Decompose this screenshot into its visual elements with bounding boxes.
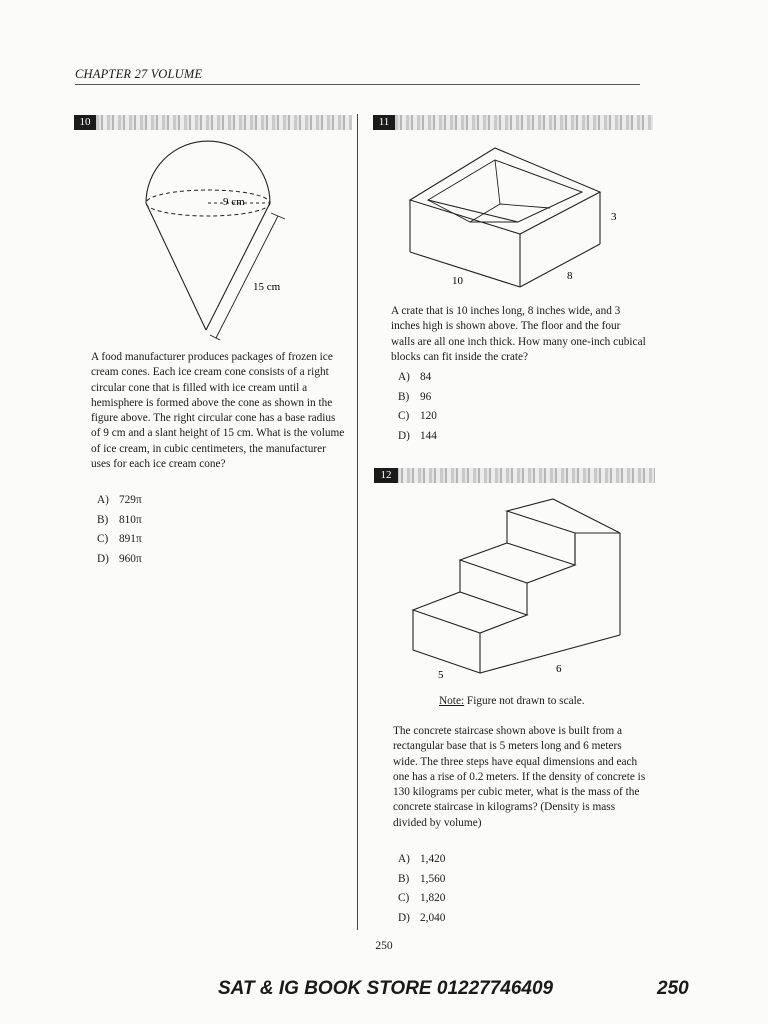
choice-letter: C) [97,533,109,545]
choice-d[interactable] [398,427,437,447]
cone-right-edge [206,203,270,330]
question-bar-11 [373,115,653,130]
cone-left-edge [146,203,206,330]
staircase-length-label: 5 [438,669,444,680]
question-bar-10 [74,115,352,130]
choice-a[interactable] [398,850,445,870]
choice-letter: B) [97,513,109,526]
question-number-12: 12 [374,468,398,483]
choice-text: 960π [119,552,142,565]
choice-letter: A) [398,371,410,383]
question-11-choices [398,368,437,446]
choice-b[interactable] [97,511,142,531]
choice-b[interactable] [398,388,437,408]
page-number: 250 [375,940,393,952]
choice-letter: D) [398,429,410,442]
note-label: Note: [439,695,465,707]
choice-a[interactable] [97,491,142,511]
choice-letter: B) [398,872,410,885]
slant-label: 15 cm [253,281,281,293]
note-text: Figure not drawn to scale. [464,695,585,707]
question-12-choices [398,850,445,928]
choice-text: 144 [420,429,437,442]
footer-page-number: 250 [657,978,689,999]
question-10-choices [97,491,142,569]
choice-letter: C) [398,892,410,904]
step-1-top [413,592,527,633]
slant-tick-top [271,213,285,219]
choice-c[interactable] [97,530,142,550]
question-12-text: The concrete staircase shown above is built from a rectangular base that is 5 meters long and 6 meters wide. The three steps have equal dimensions and each one has a rise of 0.2 meters. If the density of concrete is 130 kilograms per cubic meter, what is the mass of the concrete staircase in kilograms? (Density is mass divided by volume) [393,725,646,829]
question-11-text: A crate that is 10 inches long, 8 inches wide, and 3 inches high is shown above. The floor and the four walls are all one inch thick. How many one-inch cubical blocks can fit inside the crate? [391,305,646,363]
step-2-top [460,543,575,583]
slant-dimension-line [216,216,278,338]
choice-d[interactable] [398,909,445,929]
staircase-width-label: 6 [556,663,562,675]
choice-c[interactable] [398,407,437,427]
choice-letter: A) [398,853,410,865]
choice-text: 891π [119,533,142,545]
question-number-10: 10 [74,115,96,130]
choice-text: 2,040 [420,911,446,924]
choice-text: 120 [420,410,437,422]
choice-text: 1,820 [420,892,446,904]
choice-text: 96 [420,390,432,403]
choice-text: 729π [119,494,142,506]
slant-tick-bottom [210,335,222,340]
choice-letter: C) [398,410,410,422]
choice-text: 84 [420,371,432,383]
choice-a[interactable] [398,368,437,388]
question-bar-12 [374,468,655,483]
choice-text: 1,420 [420,853,446,865]
column-divider [357,114,358,930]
choice-letter: D) [398,911,410,924]
header-rule [75,84,640,85]
choice-letter: B) [398,390,410,403]
choice-letter: A) [97,494,109,506]
crate-height-label: 3 [611,211,617,223]
crate-length-label: 10 [452,275,463,287]
crate-figure [400,142,630,292]
choice-c[interactable] [398,889,445,909]
choice-letter: D) [97,552,109,565]
figure-note [439,695,585,707]
footer-store: SAT & IG BOOK STORE 01227746409 [218,978,554,999]
ice-cream-cone-figure [140,140,300,340]
crate-outer-top [410,148,600,234]
staircase-figure [405,495,635,680]
crate-inner-corner [495,160,500,204]
choice-text: 810π [119,513,142,526]
radius-label: 9 cm [223,196,245,208]
chapter-heading: CHAPTER 27 VOLUME [75,67,203,81]
choice-d[interactable] [97,550,142,570]
step-3-top [507,499,620,533]
question-number-11: 11 [373,115,395,130]
choice-text: 1,560 [420,872,446,885]
choice-b[interactable] [398,870,445,890]
question-10-text: A food manufacturer produces packages of frozen ice cream cones. Each ice cream cone consists of a right circular cone that is filled with ice cream until a hemisphere is formed above the cone as shown in the figure above. The right circular cone has a base radius of 9 cm and a slant height of 15 cm. What is the volume of ice cream, in cubic centimeters, the manufacturer uses for each ice cream cone? [91,351,345,471]
crate-width-label: 8 [567,270,573,282]
